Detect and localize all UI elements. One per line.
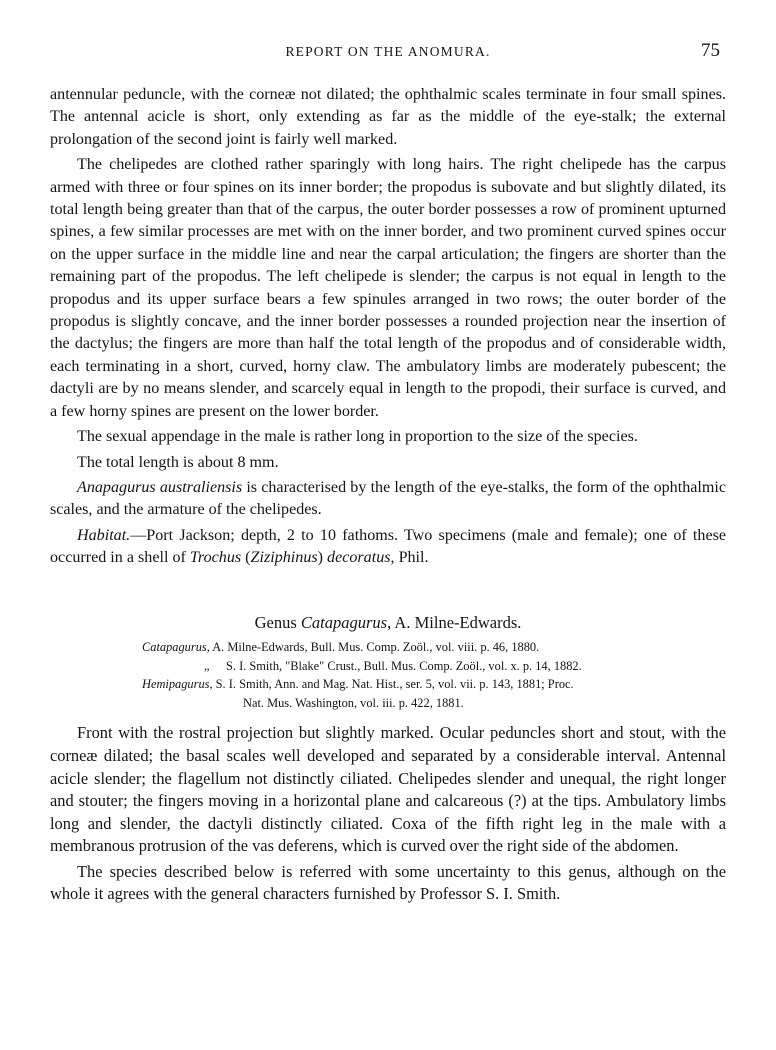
reference-2 <box>50 657 726 676</box>
reference-1 <box>50 638 726 657</box>
running-title: REPORT ON THE ANOMURA. <box>285 44 491 59</box>
reference-3-text: , S. I. Smith, Ann. and Mag. Nat. Hist., ser. 5, vol. vii. p. 143, 1881; Proc. <box>209 677 574 692</box>
ditto-mark: „ <box>204 658 210 673</box>
habitat-label: Habitat. <box>77 526 131 544</box>
paragraph-chelipedes: The chelipedes are clothed rather sparingly with long hairs. The right chelipede has the carpus armed with three or four spines on its inner border; the propodus is subovate and but slightly dilated, its total length being greater than that of the carpus, the outer border possesses a row of prominent upturned spines, a few similar processes are met with on the inner border, and two prominent curved spines occur on the upper surface in the middle line and near the carpal articulation; the fingers are shorter than the remaining part of the propodus. The left chelipede is slender; the carpus is not equal in length to the propodus and its upper surface bears a few spinules arranged in two rows; the outer border of the propodus is slightly concave, and the inner border possesses a rounded projection near the insertion of the dactylus; the fingers are more than half the total length of the propodus and of considerable width, each terminating in a short, curved, horny claw. The ambulatory limbs are moderately pubescent; the dactyli are by no means slender, and scarcely equal in length to the propodi, their surface is curved, and a few horny spines are present on the lower border. <box>50 156 726 420</box>
species-name: Anapagurus australiensis <box>77 478 243 496</box>
reference-3-continued: Nat. Mus. Washington, vol. iii. p. 422, 1881. <box>243 695 464 710</box>
paren-close: ) <box>317 549 328 567</box>
page-number: 75 <box>701 40 720 61</box>
reference-1-text: , A. Milne-Edwards, Bull. Mus. Comp. Zoöl., vol. viii. p. 46, 1880. <box>206 639 540 654</box>
paren-open: ( <box>241 549 251 567</box>
paragraph-characterisation <box>50 477 726 522</box>
genus-prefix: Genus <box>254 612 301 632</box>
page-header <box>0 40 776 66</box>
text-body <box>50 84 726 906</box>
reference-3-name: Hemipagurus <box>142 677 210 692</box>
paragraph-sexual-appendage: The sexual appendage in the male is rather long in proportion to the size of the species. <box>77 428 638 446</box>
genus-description <box>50 722 726 906</box>
subgenus-ziziphinus: Ziziphinus <box>250 549 318 567</box>
paragraph-habitat <box>50 525 726 570</box>
genus-trochus: Trochus <box>189 549 242 567</box>
description-paragraph-1: Front with the rostral projection but slightly marked. Ocular peduncles short and stout, with the corneæ dilated; the basal scales well developed and separated by a considerable interval. Antennal acicle slender; the flagellum not distinctly ciliated. Chelipedes slender and unequal, the right longer and stouter; the fingers moving in a horizontal plane and calcareous (?) at the tips. Ambulatory limbs long and slender, the dactyli distinctly ciliated. Coxa of the fifth right leg in the male with a membranous protrusion of the vas deferens, which is curved over the right side of the abdomen. <box>50 723 726 856</box>
characterisation-text: is characterised by the length of the eye-stalks, the form of the ophthalmic scales, and the armature of the chelipedes. <box>50 478 726 519</box>
genus-heading <box>50 612 726 634</box>
genus-author: , A. Milne-Edwards. <box>387 612 522 632</box>
paragraph-total-length: The total length is about 8 mm. <box>77 453 279 471</box>
paragraph-antennular: antennular peduncle, with the corneæ not dilated; the ophthalmic scales terminate in four small spines. The antennal acicle is short, only extending as far as the middle of the eye-stalk; the external prolongation of the second joint is fairly well marked. <box>50 86 726 148</box>
synonymy-references <box>50 638 726 712</box>
habitat-text: —Port Jackson; depth, 2 to 10 fathoms. Two specimens (male and female); one of these occurred in a shell of <box>50 526 726 567</box>
reference-1-name: Catapagurus <box>142 639 207 654</box>
genus-name: Catapagurus <box>300 612 388 632</box>
reference-2-text: S. I. Smith, "Blake" Crust., Bull. Mus. Comp. Zoöl., vol. x. p. 14, 1882. <box>226 658 582 673</box>
habitat-end: , Phil. <box>390 549 429 567</box>
reference-3 <box>50 675 726 694</box>
species-decoratus: decoratus <box>327 549 391 567</box>
description-paragraph-2: The species described below is referred with some uncertainty to this genus, although on the whole it agrees with the general characters furnished by Professor S. I. Smith. <box>50 861 726 904</box>
